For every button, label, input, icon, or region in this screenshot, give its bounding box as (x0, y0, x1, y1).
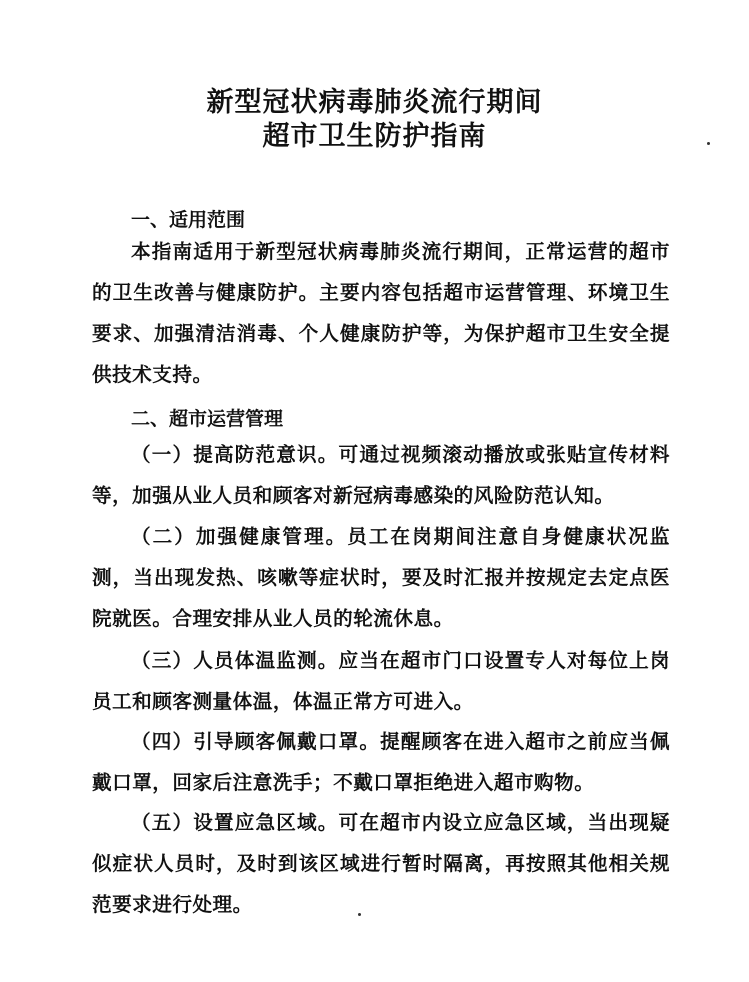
paragraph-temperature-check: （三）人员体温监测。应当在超市门口设置专人对每位上岗员工和顾客测量体温，体温正常方可进入。 (92, 649, 670, 713)
section-heading-scope: 一、适用范围 (131, 209, 246, 231)
scan-speck (358, 913, 361, 916)
section-heading-operations: 二、超市运营管理 (131, 408, 284, 430)
paragraph-awareness: （一）提高防范意识。可通过视频滚动播放或张贴宣传材料等，加强从业人员和顾客对新冠病毒感染的风险防范认知。 (92, 443, 670, 507)
document-title-line-1: 新型冠状病毒肺炎流行期间 (206, 87, 543, 118)
document-title-line-2: 超市卫生防护指南 (262, 121, 487, 152)
paragraph-scope: 本指南适用于新型冠状病毒肺炎流行期间，正常运营的超市的卫生改善与健康防护。主要内容包括超市运营管理、环境卫生要求、加强清洁消毒、个人健康防护等，为保护超市卫生安全提供技术支持。 (92, 240, 670, 386)
paragraph-masks: （四）引导顾客佩戴口罩。提醒顾客在进入超市之前应当佩戴口罩，回家后注意洗手；不戴口罩拒绝进入超市购物。 (92, 730, 670, 794)
paragraph-emergency-area: （五）设置应急区域。可在超市内设立应急区域，当出现疑似症状人员时，及时到该区域进行暂时隔离，再按照其他相关规范要求进行处理。 (92, 811, 670, 916)
scan-speck (707, 142, 710, 145)
paragraph-health-management: （二）加强健康管理。员工在岗期间注意自身健康状况监测，当出现发热、咳嗽等症状时，要及时汇报并按规定去定点医院就医。合理安排从业人员的轮流休息。 (92, 525, 670, 630)
